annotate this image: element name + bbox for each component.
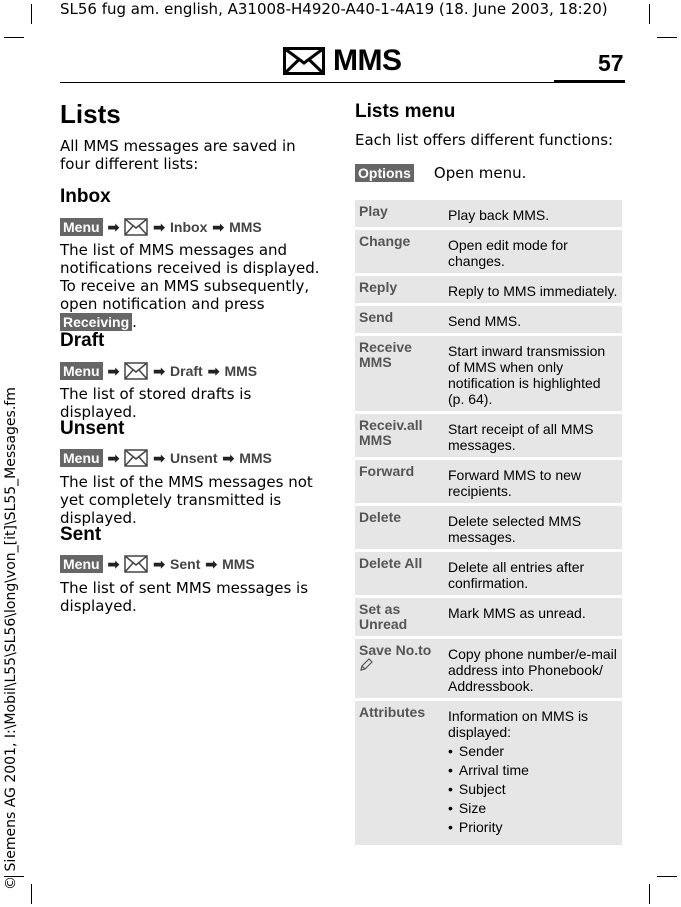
- function-description: [444, 230, 622, 273]
- function-name: [355, 552, 444, 595]
- sent-menu-path: [60, 554, 255, 574]
- crop-mark: [31, 884, 32, 904]
- draft-text: The list of stored drafts is displayed.: [60, 385, 252, 421]
- function-description: [444, 639, 622, 698]
- crop-mark: [657, 37, 677, 38]
- list-item: • Sender: [448, 742, 618, 761]
- function-description-text: Forward MMS to new recipients.: [448, 467, 582, 499]
- path-inbox: Inbox: [170, 219, 208, 235]
- function-description-text: Delete selected MMS messages.: [448, 513, 582, 545]
- arrow-right-icon: ➡: [207, 362, 220, 379]
- function-name-text: Delete: [359, 509, 402, 525]
- unsent-menu-path: [60, 448, 272, 468]
- function-name-text: Change: [359, 233, 411, 249]
- arrow-right-icon: ➡: [153, 555, 166, 572]
- function-description-text: Send MMS.: [448, 313, 522, 329]
- function-name: [355, 506, 444, 549]
- table-row: [355, 506, 622, 549]
- title-text: MMS: [333, 44, 402, 77]
- function-description: [444, 598, 622, 636]
- path-draft: Draft: [170, 363, 203, 379]
- function-name: [355, 276, 444, 303]
- arrow-right-icon: ➡: [205, 555, 218, 572]
- function-name-text: Save No.to: [359, 642, 432, 658]
- function-name: [355, 414, 444, 457]
- function-name: [355, 598, 444, 636]
- table-row: [355, 276, 622, 303]
- arrow-right-icon: ➡: [107, 449, 120, 466]
- table-row: [355, 336, 622, 411]
- menu-key: Menu: [60, 362, 103, 380]
- path-mms: MMS: [222, 556, 255, 572]
- function-name: [355, 701, 444, 845]
- sent-heading: Sent: [60, 524, 102, 545]
- menu-key: Menu: [60, 449, 103, 467]
- function-description-text: Open edit mode for changes.: [448, 237, 568, 269]
- function-name-text: Set as Unread: [359, 601, 408, 632]
- arrow-right-icon: ➡: [107, 555, 120, 572]
- function-description-text: Information on MMS is displayed:: [448, 708, 589, 740]
- envelope-icon: [124, 362, 148, 380]
- receiving-softkey: Receiving: [60, 313, 132, 331]
- crop-mark: [31, 4, 32, 24]
- arrow-right-icon: ➡: [222, 449, 235, 466]
- function-description-text: Delete all entries after confirmation.: [448, 559, 585, 591]
- table-row: [355, 552, 622, 595]
- lists-heading: Lists: [60, 99, 121, 129]
- crop-mark: [657, 876, 677, 877]
- menu-key: Menu: [60, 218, 103, 236]
- inbox-menu-path: [60, 217, 262, 237]
- function-name: [355, 200, 444, 227]
- arrow-right-icon: ➡: [107, 218, 120, 235]
- options-softkey: Options: [355, 164, 414, 182]
- function-name-text: Forward: [359, 463, 415, 479]
- inbox-heading: Inbox: [60, 186, 111, 207]
- list-item: • Size: [448, 799, 618, 818]
- sent-text: The list of sent MMS messages is displayed.: [60, 579, 309, 615]
- function-name-text: Play: [359, 203, 388, 219]
- function-description: [444, 506, 622, 549]
- functions-table: [355, 197, 622, 848]
- function-name: [355, 460, 444, 503]
- arrow-right-icon: ➡: [153, 449, 166, 466]
- lists-menu-heading: Lists menu: [355, 101, 456, 122]
- arrow-right-icon: ➡: [107, 362, 120, 379]
- table-row: [355, 200, 622, 227]
- function-description: [444, 306, 622, 333]
- function-description-text: Reply to MMS immediately.: [448, 283, 618, 299]
- arrow-right-icon: ➡: [153, 218, 166, 235]
- function-description-text: Play back MMS.: [448, 207, 550, 223]
- lists-menu-intro: Each list offers different functions:: [355, 131, 614, 149]
- path-sent: Sent: [170, 556, 201, 572]
- function-name-text: Send: [359, 309, 394, 325]
- function-description: [444, 276, 622, 303]
- envelope-icon: [283, 47, 325, 75]
- function-description: [444, 414, 622, 457]
- function-name-text: Delete All: [359, 555, 423, 571]
- path-mms: MMS: [229, 219, 262, 235]
- function-name-text: Receiv.all MMS: [359, 417, 423, 448]
- path-mms: MMS: [224, 363, 258, 379]
- attribute-list: [448, 742, 618, 837]
- crop-mark: [649, 884, 650, 904]
- crop-mark: [4, 37, 24, 38]
- table-row: [355, 639, 622, 698]
- draft-heading: Draft: [60, 330, 105, 351]
- table-row: [355, 230, 622, 273]
- header-rule: [60, 82, 625, 83]
- list-item: • Subject: [448, 780, 618, 799]
- function-description-text: Mark MMS as unread.: [448, 605, 586, 621]
- function-name-text: Reply: [359, 279, 398, 295]
- list-item: • Arrival time: [448, 761, 618, 780]
- path-mms: MMS: [239, 450, 272, 466]
- function-description: [444, 552, 622, 595]
- table-row: [355, 598, 622, 636]
- function-name-text: Receive MMS: [359, 339, 412, 370]
- table-row: [355, 414, 622, 457]
- function-description: [444, 460, 622, 503]
- inbox-text: [60, 241, 328, 331]
- function-name-text: Attributes: [359, 704, 426, 720]
- page-number-rule: [554, 80, 625, 83]
- function-description: [444, 336, 622, 411]
- envelope-icon: [124, 555, 148, 573]
- pencil-icon: [359, 658, 373, 672]
- function-name: [355, 639, 444, 698]
- table-row: [355, 701, 622, 845]
- function-name: [355, 230, 444, 273]
- function-description-text: Start inward transmission of MMS when only notification is highlighted (p. 64).: [448, 343, 606, 407]
- list-item: • Priority: [448, 818, 618, 837]
- arrow-right-icon: ➡: [212, 218, 225, 235]
- lists-intro: All MMS messages are saved in four different lists:: [60, 137, 296, 173]
- page-number: 57: [598, 50, 624, 76]
- inbox-text-main: The list of MMS messages and notifications received is displayed. To receive an MMS subsequently, open notification and press: [60, 241, 320, 313]
- unsent-text: The list of the MMS messages not yet completely transmitted is displayed.: [60, 473, 313, 527]
- options-text: Open menu.: [433, 164, 527, 182]
- inbox-text-end: .: [132, 313, 137, 331]
- path-unsent: Unsent: [170, 450, 218, 466]
- options-row: [355, 164, 526, 182]
- print-header: SL56 fug am. english, A31008-H4920-A40-1-4A19 (18. June 2003, 18:20): [60, 0, 608, 18]
- crop-mark: [649, 4, 650, 24]
- copyright-sidebar: © Siemens AG 2001, I:\Mobil\L55\SL56\long\von_[it]\SL55_Messages.fm: [3, 387, 19, 890]
- arrow-right-icon: ➡: [153, 362, 166, 379]
- page-title: [283, 44, 402, 78]
- function-name: [355, 336, 444, 411]
- function-name: [355, 306, 444, 333]
- envelope-icon: [124, 449, 148, 467]
- function-description-text: Copy phone number/e-mail address into Phonebook/ Addressbook.: [448, 646, 617, 694]
- table-row: [355, 306, 622, 333]
- draft-menu-path: [60, 361, 257, 381]
- envelope-icon: [124, 218, 148, 236]
- function-description-text: Start receipt of all MMS messages.: [448, 421, 594, 453]
- menu-key: Menu: [60, 555, 103, 573]
- table-row: [355, 460, 622, 503]
- function-description: [444, 200, 622, 227]
- function-description: [444, 701, 622, 845]
- unsent-heading: Unsent: [60, 418, 125, 439]
